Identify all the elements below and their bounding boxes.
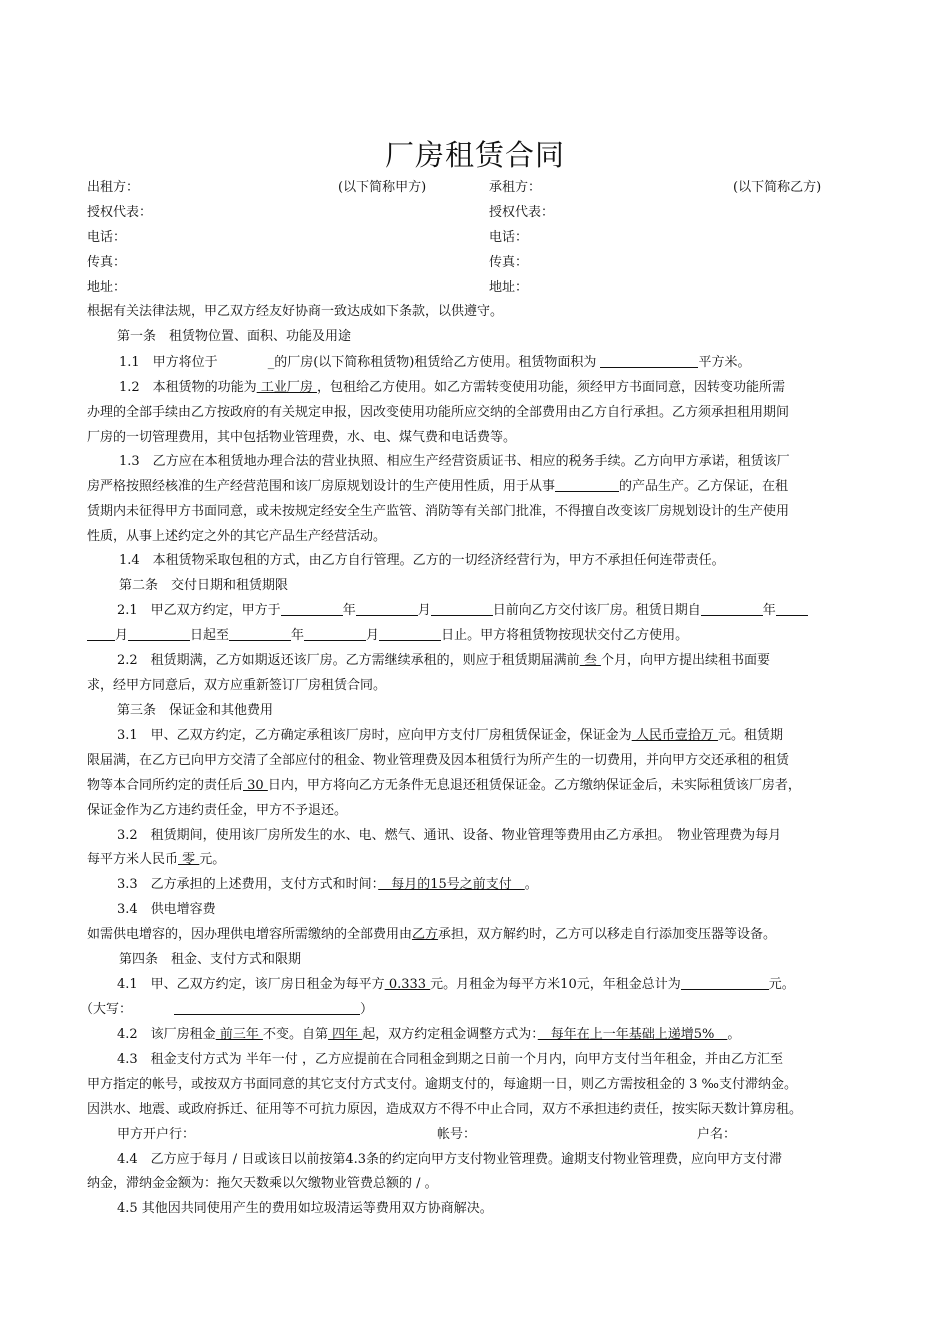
clause-3-4: 3.4 供电增容费 [117,902,216,917]
clause-1-2-line-2: 办理的全部手续由乙方按政府的有关规定申报，因改变使用功能所应交纳的全部费用由乙方自行承担。乙方须承担租用期间 [87,405,790,420]
lessee-label: 承租方： [489,180,542,195]
lessor-fax-label: 传真： [87,255,127,270]
lessor-note: (以下简称甲方) [338,180,427,195]
lessee-note: (以下简称乙方) [733,180,822,195]
lessor-label: 出租方： [87,180,140,195]
clause-3-4-line-2: 如需供电增容的，因办理供电增容所需缴纳的全部费用由乙方承担，双方解约时，乙方可以移走自行添加变压器等设备。 [87,927,777,942]
lessee-fax-label: 传真： [489,255,529,270]
clause-4-5: 4.5 其他因共同使用产生的费用如垃圾清运等费用双方协商解决。 [117,1201,493,1216]
lessee-address-label: 地址： [489,280,529,295]
clause-3-3: 3.3 乙方承担的上述费用，支付方式和时间： 每月的15号之前支付 。 [117,877,538,892]
clause-3-2-line-2: 每平方米人民币 零 元。 [87,852,226,867]
article-2-heading: 第二条 交付日期和租赁期限 [119,578,289,593]
clause-3-1: 3.1 甲、乙双方约定，乙方确定承租该厂房时，应向甲方支付厂房租赁保证金，保证金为 人民币壹拾万 元。租赁期 [117,728,783,743]
clause-1-3-line-2: 房严格按照经核准的生产经营范围和该厂房原规划设计的生产使用性质，用于从事 的产品生产。乙方保证，在租 [87,479,789,494]
clause-1-1: 1.1 甲方将位于 _的厂房(以下简称租赁物)租赁给乙方使用。租赁物面积为 平方米。 [119,355,751,370]
clause-3-1-line-2: 限届满，在乙方已向甲方交清了全部应付的租金、物业管理费及因本租赁行为所产生的一切费用，并向甲方交还承租的租赁 [87,753,790,768]
clause-3-1-line-3: 物等本合同所约定的责任后 30 日内，甲方将向乙方无条件无息退还租赁保证金。乙方缴纳保证金后，未实际租赁该厂房者， [87,778,801,793]
clause-3-1-line-4: 保证金作为乙方违约责任金，甲方不予退还。 [87,803,348,818]
intro-paragraph: 根据有关法律法规，甲乙双方经友好协商一致达成如下条款，以供遵守。 [87,304,504,319]
clause-2-1: 2.1 甲乙双方约定，甲方于 年 月 日前向乙方交付该厂房。租赁日期自 年 [117,603,808,619]
clause-4-3-line-2: 甲方指定的帐号，或按双方书面同意的其它支付方式支付。逾期支付的，每逾期一日，则乙方需按租金的 3 ‰支付滞纳金。 [87,1077,797,1092]
clause-2-2-line-2: 求，经甲方同意后，双方应重新签订厂房租赁合同。 [87,678,387,693]
clause-4-2: 4.2 该厂房租金 前三年 不变。自第 四年 起，双方约定租金调整方式为： 每年在上一年基础上递增5% 。 [117,1027,741,1042]
lessor-phone-label: 电话： [87,230,127,245]
article-1-heading: 第一条 租赁物位置、面积、功能及用途 [117,329,352,344]
lessor-rep-label: 授权代表： [87,205,153,220]
clause-3-2: 3.2 租赁期间，使用该厂房所发生的水、电、燃气、通讯、设备、物业管理等费用由乙方承担。 物业管理费为每月 [117,828,782,843]
clause-2-1-line-2: 月 日起至 年 月 日止。甲方将租赁物按现状交付乙方使用。 [87,628,867,644]
clause-1-2: 1.2 本租赁物的功能为 工业厂房 ，包租给乙方使用。如乙方需转变使用功能，须经甲方书面同意，因转变功能所需 [119,380,785,395]
clause-4-4: 4.4 乙方应于每月 / 日或该日以前按第4.3条的约定向甲方支付物业管理费。逾期支付物业管理费，应向甲方支付滞 [117,1152,782,1167]
clause-2-2: 2.2 租赁期满，乙方如期返还该厂房。乙方需继续承租的，则应于租赁期届满前 叁 个月，向甲方提出续租书面要 [117,653,770,668]
clause-1-3-line-3: 赁期内未征得甲方书面同意，或未按规定经安全生产监管、消防等有关部门批准，不得擅自改变该厂房规划设计的生产使用 [87,504,790,519]
lessee-rep-label: 授权代表： [489,205,555,220]
clause-4-4-line-2: 纳金，滞纳金金额为：拖欠天数乘以欠缴物业管费总额的 / 。 [87,1176,438,1191]
clause-4-3: 4.3 租金支付方式为 半年一付 ，乙方应提前在合同租金到期之日前一个月内，向甲方支付当年租金，并由乙方汇至 [117,1052,783,1067]
lessee-phone-label: 电话： [489,230,529,245]
document-title: 厂房租赁合同 [384,138,565,172]
clause-4-1-line-2: （大写： ） [80,1002,374,1017]
clause-4-1: 4.1 甲、乙双方约定，该厂房日租金为每平方 0.333 元。月租金为每平方米10元，年租金总计为 元。 [117,977,795,992]
article-4-heading: 第四条 租金、支付方式和限期 [119,952,302,967]
lessor-address-label: 地址： [87,280,127,295]
account-holder-label: 户名： [697,1127,737,1142]
clause-4-3-line-3: 因洪水、地震、或政府拆迁、征用等不可抗力原因，造成双方不得不中止合同，双方不承担违约责任，按实际天数计算房租。 [87,1102,803,1117]
clause-1-3-line-4: 性质，从事上述约定之外的其它产品生产经营活动。 [87,529,387,544]
clause-1-3: 1.3 乙方应在本租赁地办理合法的营业执照、相应生产经营资质证书、相应的税务手续。乙方向甲方承诺，租赁该厂 [119,454,790,469]
article-3-heading: 第三条 保证金和其他费用 [117,703,274,718]
clause-1-2-line-3: 厂房的一切管理费用，其中包括物业管理费，水、电、煤气费和电话费等。 [87,430,517,445]
bank-label: 甲方开户行： [117,1127,196,1142]
account-label: 帐号： [437,1127,477,1142]
clause-1-4: 1.4 本租赁物采取包租的方式，由乙方自行管理。乙方的一切经济经营行为，甲方不承担任何连带责任。 [119,553,725,568]
